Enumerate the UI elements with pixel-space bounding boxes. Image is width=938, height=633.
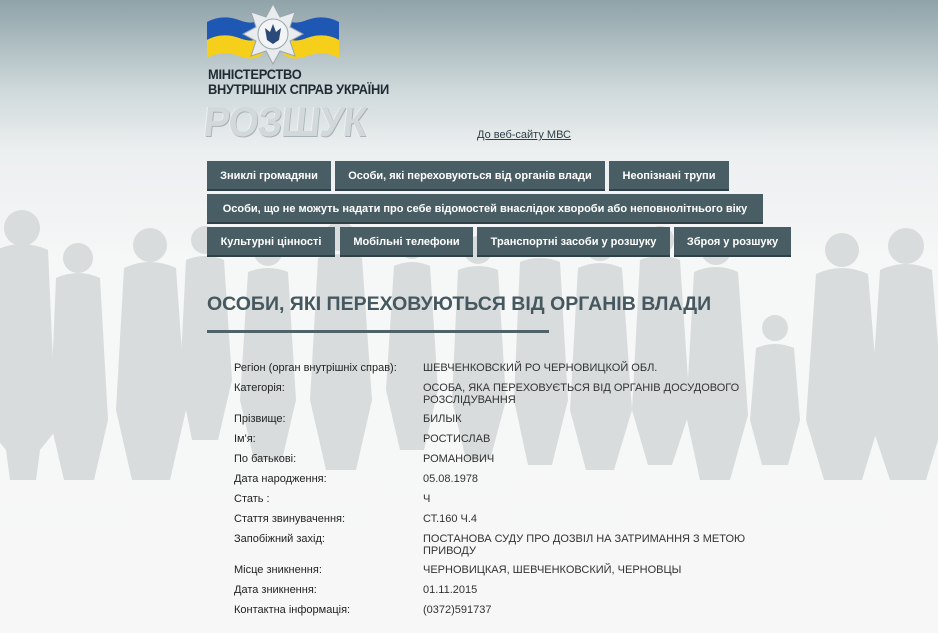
detail-row-contact-info [234, 604, 774, 617]
detail-value: ШЕВЧЕНКОВСКИЙ РО ЧЕРНОВИЦКОЙ ОБЛ. [423, 362, 658, 374]
mvs-website-link[interactable]: До веб-сайту МВС [477, 129, 571, 141]
nav-vehicles[interactable]: Транспортні засоби у розшуку [477, 227, 670, 257]
detail-label: Стать : [234, 493, 270, 505]
detail-label: Дата народження: [234, 473, 327, 485]
mvs-emblem-flags-logo [207, 4, 339, 66]
nav-fugitives[interactable]: Особи, які переховуються від органів влади [335, 161, 605, 191]
detail-label: Контактна інформація: [234, 604, 351, 616]
detail-label: Ім'я: [234, 433, 256, 445]
detail-label: Місце зникнення: [234, 564, 322, 576]
detail-row-disappearance-place [234, 564, 774, 577]
detail-value: СТ.160 Ч.4 [423, 513, 478, 525]
detail-row-patronymic [234, 453, 774, 466]
section-logo-title: РОЗШУК [201, 98, 369, 145]
detail-value: 01.11.2015 [423, 584, 478, 596]
heading-underline [207, 330, 549, 333]
detail-value: Ч [423, 493, 431, 505]
detail-row-first-name [234, 433, 774, 446]
nav-missing-citizens[interactable]: Зниклі громадяни [207, 161, 331, 191]
detail-value: РОСТИСЛАВ [423, 433, 491, 445]
nav-mobile-phones[interactable]: Мобільні телефони [340, 227, 473, 257]
detail-label: Дата зникнення: [234, 584, 317, 596]
ministry-name-line1: МІНІСТЕРСТВО [208, 66, 302, 82]
nav-unidentified-bodies[interactable]: Неопізнані трупи [609, 161, 729, 191]
detail-label: Стаття звинувачення: [234, 513, 346, 525]
detail-row-disappearance-date [234, 584, 774, 597]
detail-value: 05.08.1978 [423, 473, 479, 485]
detail-label: По батькові: [234, 453, 297, 465]
detail-value: БИЛЫК [423, 413, 462, 425]
detail-value: ПОСТАНОВА СУДУ ПРО ДОЗВІЛ НА ЗАТРИМАННЯ З МЕТОЮ ПРИВОДУ [423, 533, 746, 557]
ministry-name-line2: ВНУТРІШНІХ СПРАВ УКРАЇНИ [208, 81, 389, 97]
detail-label: Категорія: [234, 382, 285, 394]
ministry-name [208, 67, 389, 97]
detail-value: ЧЕРНОВИЦКАЯ, ШЕВЧЕНКОВСКИЙ, ЧЕРНОВЦЫ [423, 564, 682, 576]
detail-row-sex [234, 493, 774, 506]
detail-value: РОМАНОВИЧ [423, 453, 495, 465]
detail-row-charge-article [234, 513, 774, 526]
detail-row-category [234, 382, 774, 406]
nav-weapons[interactable]: Зброя у розшуку [674, 227, 791, 257]
detail-row-birth-date [234, 473, 774, 486]
detail-label: Запобіжний захід: [234, 533, 325, 545]
detail-row-surname [234, 413, 774, 426]
page-title: ОСОБИ, ЯКІ ПЕРЕХОВУЮТЬСЯ ВІД ОРГАНІВ ВЛАДИ [207, 293, 712, 315]
detail-label: Регіон (орган внутрішніх справ): [234, 362, 397, 374]
detail-value: ОСОБА, ЯКА ПЕРЕХОВУЄТЬСЯ ВІД ОРГАНІВ ДОСУДОВОГО РОЗСЛІДУВАННЯ [423, 382, 740, 406]
nav-cultural-values[interactable]: Культурні цінності [207, 227, 335, 257]
detail-row-region [234, 362, 774, 375]
person-details [234, 362, 774, 624]
detail-row-preventive-measure [234, 533, 774, 557]
detail-label: Прізвище: [234, 413, 286, 425]
nav-persons-unable-to-identify[interactable]: Особи, що не можуть надати про себе відомостей внаслідок хвороби або неповнолітнього віку [207, 194, 763, 224]
detail-value: (0372)591737 [423, 604, 492, 616]
